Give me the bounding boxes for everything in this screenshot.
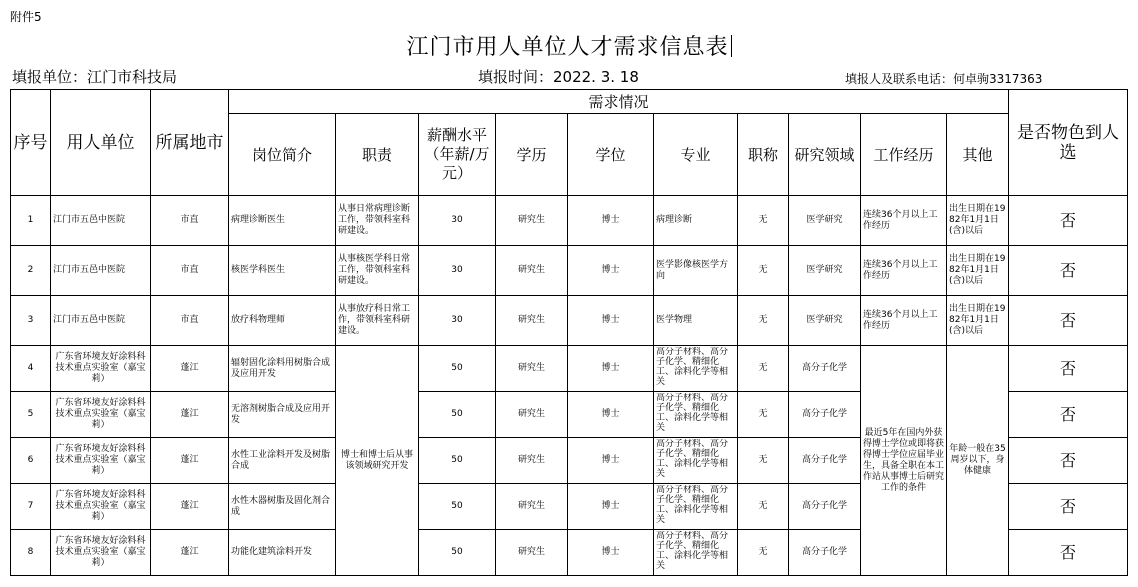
header-title: 职称 bbox=[738, 114, 789, 196]
cell-region: 市直 bbox=[151, 296, 229, 346]
cell-position: 功能化建筑涂料开发 bbox=[229, 530, 336, 576]
cell-salary: 30 bbox=[419, 196, 496, 246]
cell-position: 核医学科医生 bbox=[229, 246, 336, 296]
header-employer: 用人单位 bbox=[51, 90, 151, 196]
cell-title: 无 bbox=[738, 392, 789, 438]
cell-education: 研究生 bbox=[496, 392, 568, 438]
text-cursor bbox=[731, 35, 732, 57]
header-demand: 需求情况 bbox=[229, 90, 1009, 114]
cell-field: 医学研究 bbox=[789, 196, 861, 246]
cell-selected: 否 bbox=[1009, 196, 1128, 246]
cell-seq: 2 bbox=[11, 246, 51, 296]
reporting-time: 填报时间：2022. 3. 18 bbox=[478, 68, 639, 86]
header-salary: 薪酬水平（年薪/万元） bbox=[419, 114, 496, 196]
cell-degree: 博士 bbox=[568, 246, 654, 296]
header-experience: 工作经历 bbox=[861, 114, 947, 196]
cell-selected: 否 bbox=[1009, 296, 1128, 346]
cell-salary: 50 bbox=[419, 484, 496, 530]
cell-other-merged: 年龄一般在35周岁以下，身体健康 bbox=[947, 346, 1009, 576]
cell-region: 市直 bbox=[151, 196, 229, 246]
cell-education: 研究生 bbox=[496, 530, 568, 576]
cell-degree: 博士 bbox=[568, 346, 654, 392]
cell-salary: 50 bbox=[419, 438, 496, 484]
cell-education: 研究生 bbox=[496, 246, 568, 296]
cell-seq: 5 bbox=[11, 392, 51, 438]
header-row-1 bbox=[11, 90, 1128, 114]
cell-employer: 江门市五邑中医院 bbox=[51, 296, 151, 346]
cell-title: 无 bbox=[738, 484, 789, 530]
table-row bbox=[11, 296, 1128, 346]
cell-position: 辐射固化涂料用树脂合成及应用开发 bbox=[229, 346, 336, 392]
cell-employer: 广东省环境友好涂料科技术重点实验室（嘉宝莉） bbox=[51, 530, 151, 576]
cell-duty-merged: 博士和博士后从事该领域研究开发 bbox=[336, 346, 419, 576]
cell-duty: 从事日常病理诊断工作，带领科室科研建设。 bbox=[336, 196, 419, 246]
header-duty: 职责 bbox=[336, 114, 419, 196]
cell-selected: 否 bbox=[1009, 438, 1128, 484]
cell-experience: 连续36个月以上工作经历 bbox=[861, 246, 947, 296]
attachment-label: 附件5 bbox=[10, 10, 42, 24]
header-other: 其他 bbox=[947, 114, 1009, 196]
cell-education: 研究生 bbox=[496, 196, 568, 246]
cell-degree: 博士 bbox=[568, 484, 654, 530]
cell-seq: 1 bbox=[11, 196, 51, 246]
cell-employer: 江门市五邑中医院 bbox=[51, 196, 151, 246]
cell-region: 蓬江 bbox=[151, 392, 229, 438]
cell-seq: 4 bbox=[11, 346, 51, 392]
cell-major bbox=[654, 392, 738, 438]
cell-major bbox=[654, 438, 738, 484]
cell-degree: 博士 bbox=[568, 196, 654, 246]
cell-seq: 8 bbox=[11, 530, 51, 576]
cell-education: 研究生 bbox=[496, 296, 568, 346]
header-field: 研究领域 bbox=[789, 114, 861, 196]
cell-position: 放疗科物理师 bbox=[229, 296, 336, 346]
cell-seq: 3 bbox=[11, 296, 51, 346]
demand-table bbox=[10, 89, 1128, 576]
cell-other: 出生日期在1982年1月1日(含)以后 bbox=[947, 296, 1009, 346]
cell-field: 高分子化学 bbox=[789, 438, 861, 484]
cell-employer: 广东省环境友好涂料科技术重点实验室（嘉宝莉） bbox=[51, 346, 151, 392]
cell-field: 高分子化学 bbox=[789, 484, 861, 530]
cell-education: 研究生 bbox=[496, 438, 568, 484]
cell-title: 无 bbox=[738, 296, 789, 346]
cell-field: 医学研究 bbox=[789, 296, 861, 346]
cell-employer: 广东省环境友好涂料科技术重点实验室（嘉宝莉） bbox=[51, 438, 151, 484]
header-major: 专业 bbox=[654, 114, 738, 196]
cell-selected: 否 bbox=[1009, 392, 1128, 438]
cell-major: 医学影像核医学方向 bbox=[654, 246, 738, 296]
header-seq: 序号 bbox=[11, 90, 51, 196]
cell-major bbox=[654, 346, 738, 392]
cell-major-text: 高分子材料、高分子化学、精细化工、涂料化学等相关 bbox=[656, 347, 729, 387]
cell-region: 蓬江 bbox=[151, 484, 229, 530]
cell-selected: 否 bbox=[1009, 346, 1128, 392]
cell-major-text: 高分子材料、高分子化学、精细化工、涂料化学等相关 bbox=[656, 393, 729, 433]
cell-employer: 江门市五邑中医院 bbox=[51, 246, 151, 296]
cell-salary: 30 bbox=[419, 296, 496, 346]
cell-position: 水性工业涂料开发及树脂合成 bbox=[229, 438, 336, 484]
cell-field: 高分子化学 bbox=[789, 530, 861, 576]
cell-duty: 从事核医学科日常工作，带领科室科研建设。 bbox=[336, 246, 419, 296]
page-title: 江门市用人单位人才需求信息表 bbox=[0, 30, 1138, 61]
cell-seq: 7 bbox=[11, 484, 51, 530]
reporting-unit: 填报单位：江门市科技局 bbox=[12, 68, 178, 86]
cell-title: 无 bbox=[738, 196, 789, 246]
header-degree: 学位 bbox=[568, 114, 654, 196]
cell-salary: 50 bbox=[419, 530, 496, 576]
cell-experience-merged: 最近5年在国内外获得博士学位或即将获得博士学位应届毕业生，具备全职在本工作站从事博士后研究工作的条件 bbox=[861, 346, 947, 576]
cell-degree: 博士 bbox=[568, 438, 654, 484]
table-row bbox=[11, 246, 1128, 296]
cell-education: 研究生 bbox=[496, 484, 568, 530]
cell-salary: 50 bbox=[419, 346, 496, 392]
cell-experience: 连续36个月以上工作经历 bbox=[861, 296, 947, 346]
cell-degree: 博士 bbox=[568, 530, 654, 576]
cell-major-text: 高分子材料、高分子化学、精细化工、涂料化学等相关 bbox=[656, 485, 729, 525]
table-row bbox=[11, 346, 1128, 392]
cell-salary: 30 bbox=[419, 246, 496, 296]
cell-field: 医学研究 bbox=[789, 246, 861, 296]
cell-selected: 否 bbox=[1009, 484, 1128, 530]
contact-info: 填报人及联系电话：何卓驹3317363 bbox=[845, 72, 1043, 86]
cell-position: 病理诊断医生 bbox=[229, 196, 336, 246]
cell-field: 高分子化学 bbox=[789, 392, 861, 438]
cell-major: 医学物理 bbox=[654, 296, 738, 346]
cell-other: 出生日期在1982年1月1日(含)以后 bbox=[947, 246, 1009, 296]
cell-region: 蓬江 bbox=[151, 438, 229, 484]
cell-region: 蓬江 bbox=[151, 346, 229, 392]
cell-other: 出生日期在1982年1月1日(含)以后 bbox=[947, 196, 1009, 246]
cell-degree: 博士 bbox=[568, 392, 654, 438]
cell-region: 蓬江 bbox=[151, 530, 229, 576]
cell-degree: 博士 bbox=[568, 296, 654, 346]
cell-selected: 否 bbox=[1009, 530, 1128, 576]
cell-salary: 50 bbox=[419, 392, 496, 438]
cell-duty: 从事放疗科日常工作，带领科室科研建设。 bbox=[336, 296, 419, 346]
cell-title: 无 bbox=[738, 530, 789, 576]
cell-employer: 广东省环境友好涂料科技术重点实验室（嘉宝莉） bbox=[51, 484, 151, 530]
cell-employer: 广东省环境友好涂料科技术重点实验室（嘉宝莉） bbox=[51, 392, 151, 438]
cell-major-text: 高分子材料、高分子化学、精细化工、涂料化学等相关 bbox=[656, 531, 729, 571]
header-selected: 是否物色到人选 bbox=[1009, 90, 1128, 196]
cell-region: 市直 bbox=[151, 246, 229, 296]
cell-major bbox=[654, 530, 738, 576]
cell-position: 无溶剂树脂合成及应用开发 bbox=[229, 392, 336, 438]
cell-position: 水性木器树脂及固化剂合成 bbox=[229, 484, 336, 530]
cell-major bbox=[654, 484, 738, 530]
table-row bbox=[11, 196, 1128, 246]
cell-title: 无 bbox=[738, 346, 789, 392]
cell-title: 无 bbox=[738, 438, 789, 484]
cell-title: 无 bbox=[738, 246, 789, 296]
cell-major: 病理诊断 bbox=[654, 196, 738, 246]
cell-experience: 连续36个月以上工作经历 bbox=[861, 196, 947, 246]
cell-education: 研究生 bbox=[496, 346, 568, 392]
header-region: 所属地市 bbox=[151, 90, 229, 196]
cell-seq: 6 bbox=[11, 438, 51, 484]
cell-field: 高分子化学 bbox=[789, 346, 861, 392]
header-position: 岗位简介 bbox=[229, 114, 336, 196]
cell-major-text: 高分子材料、高分子化学、精细化工、涂料化学等相关 bbox=[656, 439, 729, 479]
cell-selected: 否 bbox=[1009, 246, 1128, 296]
header-education: 学历 bbox=[496, 114, 568, 196]
